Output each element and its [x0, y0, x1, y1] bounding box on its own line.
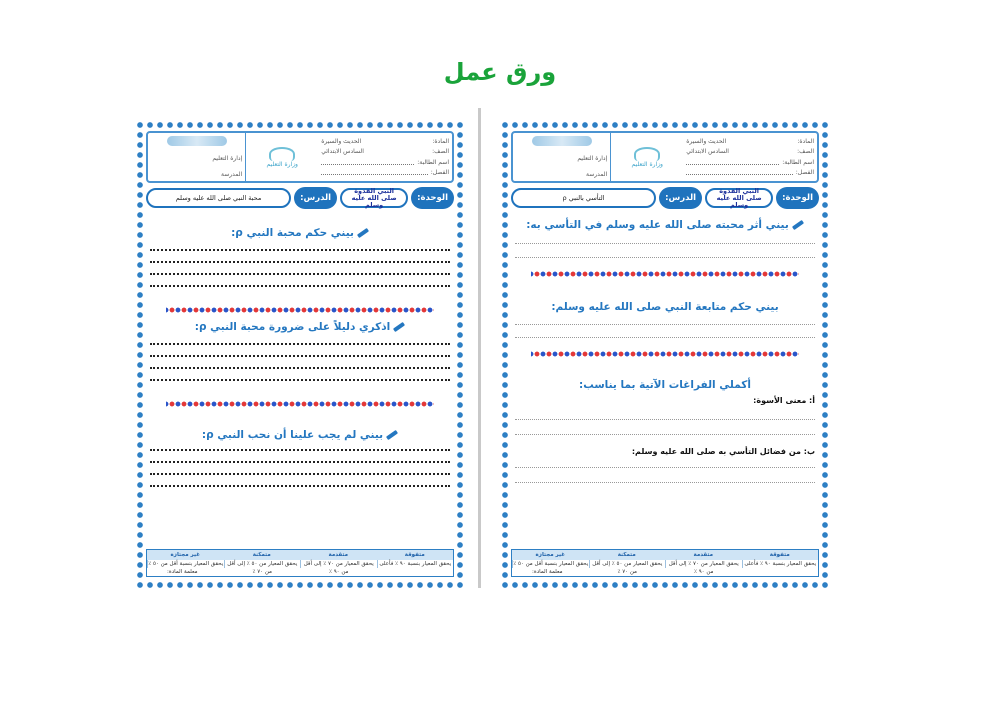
subject-label: المادة:	[797, 137, 814, 145]
unit-label: الوحدة:	[411, 187, 454, 209]
rubric-range: يحقق المعيار بنسبة أقل من ٥٠ ٪	[513, 561, 589, 567]
question-3-text: أكملي الفراغات الآتية بما يناسب:	[579, 379, 751, 391]
question-2-text: اذكري دليلاً على ضرورة محبة النبي ρ:	[194, 321, 391, 333]
answer-line[interactable]	[150, 249, 450, 251]
answer-line[interactable]	[150, 367, 450, 369]
bead-divider	[166, 401, 434, 407]
unit-lesson-row	[146, 185, 454, 211]
bead-divider	[531, 351, 799, 357]
rubric-range: يحقق المعيار من ٧٠ ٪ إلى أقل من ٩٠ ٪	[300, 560, 377, 568]
answer-line[interactable]	[515, 467, 815, 468]
answer-line[interactable]	[150, 355, 450, 357]
school-label: المدرسة	[221, 171, 243, 178]
sheet-header	[511, 131, 819, 183]
admin-block	[148, 133, 245, 181]
rubric-range: يحقق المعيار بنسبة ٩٠ ٪ فأعلى	[377, 560, 454, 568]
admin-label: إدارة التعليم	[212, 155, 243, 162]
unit-value: النبي القدوة صلى الله عليه وسلم	[705, 188, 773, 208]
page-title: ورق عمل	[443, 58, 557, 86]
student-name-label: اسم الطالبة:	[417, 158, 449, 166]
pencil-icon	[357, 228, 369, 238]
pencil-icon	[393, 322, 405, 332]
answer-line[interactable]	[150, 461, 450, 463]
rubric-range: يحقق المعيار بنسبة ٩٠ ٪ فأعلى	[742, 560, 819, 568]
ministry-name: وزارة التعليم	[631, 160, 663, 168]
question-3a	[515, 396, 815, 405]
answer-line[interactable]	[150, 343, 450, 345]
school-label: المدرسة	[586, 171, 608, 178]
student-fields	[683, 133, 817, 181]
pencil-icon	[792, 220, 804, 230]
teacher-sign: معلمة المادة:	[532, 569, 563, 575]
rubric-range: يحقق المعيار من ٧٠ ٪ إلى أقل من ٩٠ ٪	[665, 560, 742, 568]
lesson-value: التأسي بالنبي ρ	[511, 188, 656, 208]
answer-line[interactable]	[515, 324, 815, 325]
question-3a-text: أ: معنى الأسوة:	[753, 396, 815, 405]
unit-label: الوحدة:	[776, 187, 819, 209]
answer-line[interactable]	[515, 257, 815, 258]
class-line[interactable]	[321, 169, 427, 175]
rubric-level: متفوقة	[769, 552, 790, 558]
kingdom-logo-icon	[532, 136, 592, 146]
page-divider	[478, 108, 481, 588]
unit-lesson-row	[511, 185, 819, 211]
worksheet-right	[500, 120, 830, 590]
teacher-sign: معلمة المادة:	[167, 569, 198, 575]
rubric-level: متقدمة	[328, 552, 349, 558]
student-fields	[318, 133, 452, 181]
answer-line[interactable]	[515, 434, 815, 435]
question-3b	[515, 447, 815, 456]
unit-value: النبي القدوة صلى الله عليه وسلم	[340, 188, 408, 208]
question-3-text: بيني لم يجب علينا أن نحب النبي ρ:	[201, 429, 384, 441]
admin-label: إدارة التعليم	[577, 155, 608, 162]
lesson-label: الدرس:	[294, 187, 337, 209]
sheet-header	[146, 131, 454, 183]
grade-label: الصف:	[797, 148, 814, 156]
class-line[interactable]	[686, 169, 792, 175]
question-1-text: بيني أثر محبته صلى الله عليه وسلم في التأسي به:	[526, 219, 789, 231]
rubric-level: متقدمة	[693, 552, 714, 558]
bead-divider	[166, 307, 434, 313]
answer-line[interactable]	[515, 419, 815, 420]
rubric-table	[146, 549, 454, 577]
question-3	[515, 379, 815, 391]
ministry-block	[610, 133, 683, 181]
grade-value: السادس الابتدائي	[321, 148, 364, 156]
answer-line[interactable]	[150, 473, 450, 475]
question-1-text: بيني حكم محبة النبي ρ:	[231, 227, 354, 239]
bead-divider	[531, 271, 799, 277]
pencil-icon	[386, 430, 398, 440]
question-1	[515, 219, 815, 231]
worksheet-left	[135, 120, 465, 590]
rubric-range: يحقق المعيار بنسبة أقل من ٥٠ ٪	[148, 561, 224, 567]
rubric-level: غير مجتازة	[170, 552, 200, 558]
question-3b-text: ب: من فضائل التأسي به صلى الله عليه وسلم:	[631, 447, 815, 456]
answer-line[interactable]	[150, 285, 450, 287]
ministry-block	[245, 133, 318, 181]
rubric-level: متمكنة	[617, 552, 636, 558]
ministry-name: وزارة التعليم	[266, 160, 298, 168]
answer-line[interactable]	[150, 379, 450, 381]
answer-line[interactable]	[150, 485, 450, 487]
answer-line[interactable]	[150, 273, 450, 275]
rubric-table	[511, 549, 819, 577]
answer-line[interactable]	[515, 482, 815, 483]
rubric-level: متفوقة	[404, 552, 425, 558]
lesson-value: محبة النبي صلى الله عليه وسلم	[146, 188, 291, 208]
student-name-label: اسم الطالبة:	[782, 158, 814, 166]
question-1	[150, 227, 450, 239]
question-3	[150, 429, 450, 441]
subject-value: الحديث والسيرة	[686, 137, 727, 145]
question-2	[150, 321, 450, 333]
rubric-level: غير مجتازة	[535, 552, 565, 558]
subject-value: الحديث والسيرة	[321, 137, 362, 145]
answer-line[interactable]	[150, 261, 450, 263]
rubric-level: متمكنة	[252, 552, 271, 558]
answer-line[interactable]	[515, 337, 815, 338]
class-label: الفصل:	[795, 169, 814, 177]
admin-block	[513, 133, 610, 181]
grade-value: السادس الابتدائي	[686, 148, 729, 156]
question-2	[515, 301, 815, 313]
lesson-label: الدرس:	[659, 187, 702, 209]
rubric-range: يحقق المعيار من ٥٠ ٪ إلى أقل من ٧٠ ٪	[589, 560, 666, 568]
rubric-range: يحقق المعيار من ٥٠ ٪ إلى أقل من ٧٠ ٪	[224, 560, 301, 568]
kingdom-logo-icon	[167, 136, 227, 146]
answer-line[interactable]	[150, 449, 450, 451]
class-label: الفصل:	[430, 169, 449, 177]
answer-line[interactable]	[515, 243, 815, 244]
student-name-line[interactable]	[686, 159, 779, 165]
ministry-logo-icon	[634, 147, 660, 161]
grade-label: الصف:	[432, 148, 449, 156]
ministry-logo-icon	[269, 147, 295, 161]
student-name-line[interactable]	[321, 159, 414, 165]
subject-label: المادة:	[432, 137, 449, 145]
question-2-text: بيني حكم متابعة النبي صلى الله عليه وسلم:	[551, 301, 779, 313]
